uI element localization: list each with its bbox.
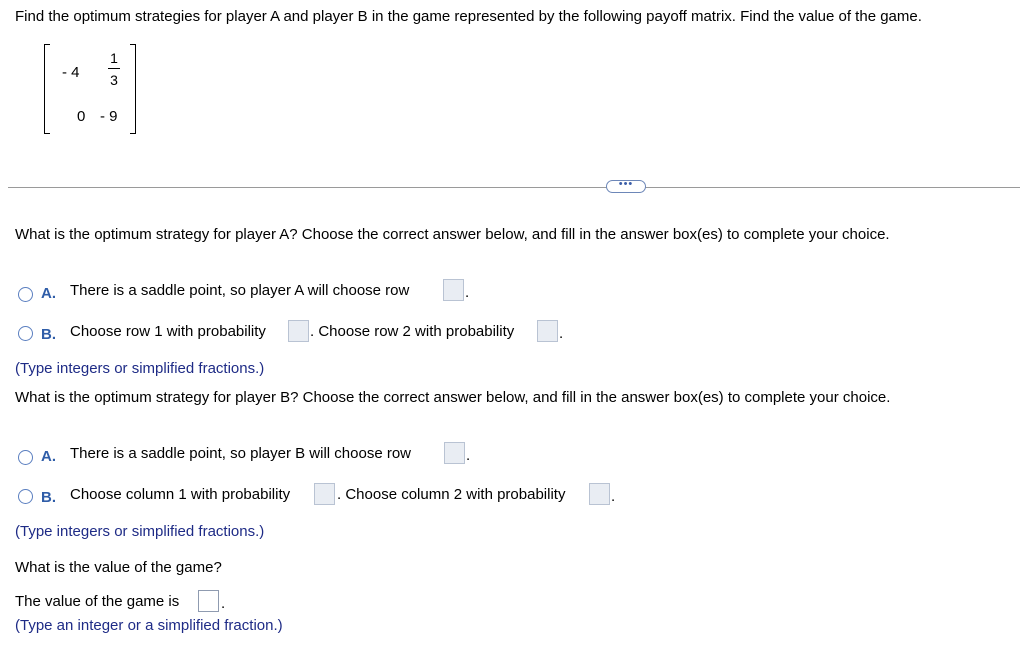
period: . xyxy=(465,284,470,301)
question-text: Find the optimum strategies for player A and player B in the game represented by the following payoff matrix. Find the value of the game. xyxy=(15,8,922,25)
part-c-hint: (Type an integer or a simplified fraction.) xyxy=(15,617,283,634)
expand-more-button[interactable]: ••• xyxy=(606,180,646,193)
part-a-saddle-row-input[interactable] xyxy=(443,279,464,301)
part-b-option-b-text-1: Choose column 1 with probability xyxy=(70,486,291,503)
part-a-option-b-text-2: . Choose row 2 with probability xyxy=(310,323,515,340)
part-b-option-a-letter: A. xyxy=(41,448,56,465)
part-a-option-a-radio[interactable] xyxy=(18,287,33,302)
part-b-prompt: What is the optimum strategy for player B? Choose the correct answer below, and fill in the answer box(es) to complete your choice. xyxy=(15,389,891,406)
part-a-row2-probability-input[interactable] xyxy=(537,320,558,342)
part-a-prompt: What is the optimum strategy for player A? Choose the correct answer below, and fill in the answer box(es) to complete your choice. xyxy=(15,226,890,243)
part-b-hint: (Type integers or simplified fractions.) xyxy=(15,523,265,540)
period: . xyxy=(466,447,471,464)
part-b-option-a-text: There is a saddle point, so player B will choose row xyxy=(70,445,412,462)
matrix-cell-r1c1: - 4 xyxy=(62,64,80,81)
period: . xyxy=(559,325,564,342)
matrix-right-bracket xyxy=(130,44,136,134)
part-a-option-a-text: There is a saddle point, so player A will choose row xyxy=(70,282,410,299)
part-b-saddle-row-input[interactable] xyxy=(444,442,465,464)
matrix-cell-r2c2: - 9 xyxy=(100,108,118,125)
matrix-cell-r2c1: 0 xyxy=(77,108,86,125)
part-b-column2-probability-input[interactable] xyxy=(589,483,610,505)
part-b-option-b-text-2: . Choose column 2 with probability xyxy=(337,486,566,503)
part-c-prompt: What is the value of the game? xyxy=(15,559,222,576)
part-a-option-b-text-1: Choose row 1 with probability xyxy=(70,323,266,340)
part-b-option-a-radio[interactable] xyxy=(18,450,33,465)
part-a-row1-probability-input[interactable] xyxy=(288,320,309,342)
fraction-numerator: 1 xyxy=(110,50,118,66)
part-a-option-a-letter: A. xyxy=(41,285,56,302)
payoff-matrix xyxy=(44,44,136,132)
period: . xyxy=(221,595,226,612)
part-b-column1-probability-input[interactable] xyxy=(314,483,335,505)
matrix-left-bracket xyxy=(44,44,50,134)
matrix-cell-r1c2-fraction xyxy=(108,50,120,88)
period: . xyxy=(611,488,616,505)
fraction-bar xyxy=(108,68,120,69)
part-b-option-b-radio[interactable] xyxy=(18,489,33,504)
fraction-denominator: 3 xyxy=(110,72,118,88)
part-a-option-b-letter: B. xyxy=(41,326,56,343)
part-a-hint: (Type integers or simplified fractions.) xyxy=(15,360,265,377)
part-a-option-b-radio[interactable] xyxy=(18,326,33,341)
part-b-option-b-letter: B. xyxy=(41,489,56,506)
game-value-input[interactable] xyxy=(198,590,219,612)
section-divider xyxy=(8,187,1020,188)
game-value-label: The value of the game is xyxy=(15,593,180,610)
